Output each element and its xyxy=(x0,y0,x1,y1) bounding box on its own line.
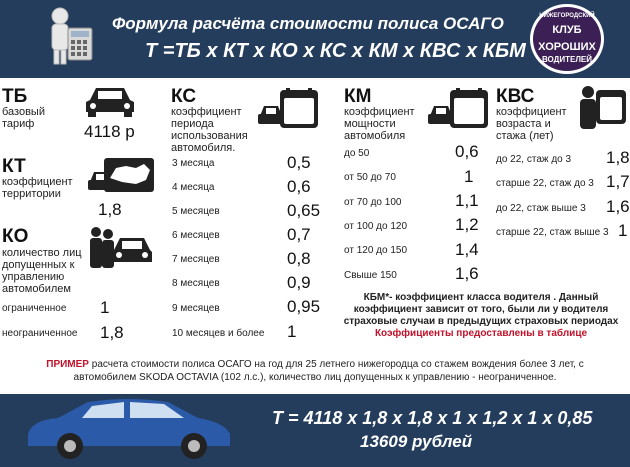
kvs-row-value: 1,8 xyxy=(606,148,630,167)
kvs-row-value: 1 xyxy=(618,221,628,240)
ks-row-label: 8 месяцев xyxy=(172,278,220,289)
result-formula: Т = 4118 х 1,8 х 1,8 х 1 х 1,2 х 1 х 0,85 xyxy=(272,408,593,428)
ko-row-value: 1,8 xyxy=(100,323,124,342)
ks-row-label: 7 месяцев xyxy=(172,254,220,265)
ko-desc: количество лиц допущенных к управлению автомобилем xyxy=(2,247,82,295)
km-row-value: 1,1 xyxy=(455,191,479,210)
ks-row-value: 0,95 xyxy=(287,297,321,316)
ks-title: КС xyxy=(171,86,197,107)
ks-row-label: 5 месяцев xyxy=(172,206,220,217)
ks-row-label: 6 месяцев xyxy=(172,230,220,241)
header-banner xyxy=(0,0,630,78)
skoda-car-image xyxy=(18,390,238,464)
ks-desc: коэффициент периода использования автомобиля. xyxy=(171,106,248,154)
ks-row-label: 4 месяца xyxy=(172,182,215,193)
ko-row-label: ограниченное xyxy=(2,303,67,314)
km-row-value: 1,4 xyxy=(455,240,479,259)
kbm-note-line: КБМ*- коэффициент класса водителя . Данный xyxy=(363,292,599,303)
page-title: Формула расчёта стоимости полиса ОСАГО xyxy=(112,14,504,33)
main-formula: Т =ТБ х КТ х КО х КС х КМ х КВС х КБМ xyxy=(145,40,526,62)
kbm-note-red: Коэффициенты предоставлены в таблице xyxy=(374,328,588,339)
kt-desc: коэффициент территории xyxy=(2,176,73,200)
kbm-note xyxy=(334,292,628,340)
kt-title: КТ xyxy=(2,156,26,177)
club-logo-line1: КЛУБ xyxy=(552,24,582,36)
ko-title: КО xyxy=(2,226,29,247)
km-row-label: от 120 до 150 xyxy=(344,245,408,256)
driver-calendar-icon xyxy=(576,84,628,130)
kvs-title: КВС xyxy=(496,86,535,107)
tb-desc: базовый тариф xyxy=(2,106,45,130)
kbm-note-line: коэффициент зависит от того, были ли у водителя xyxy=(353,304,609,315)
ks-row-label: 9 месяцев xyxy=(172,303,220,314)
km-row-value: 1,6 xyxy=(455,264,479,283)
example-label: ПРИМЕР xyxy=(46,359,89,370)
ks-row-value: 0,9 xyxy=(287,273,311,292)
kvs-row-value: 1,6 xyxy=(606,197,630,216)
km-title: КМ xyxy=(344,86,372,107)
car-with-map-icon xyxy=(86,152,156,198)
km-desc: коэффициент мощности автомобиля xyxy=(344,106,415,142)
kvs-row-label: старше 22, стаж выше 3 xyxy=(496,227,609,238)
car-engine-icon xyxy=(428,86,490,132)
kvs-desc: коэффициент возраста и стажа (лет) xyxy=(496,106,567,142)
ko-row-label: неограниченное xyxy=(2,328,78,339)
ks-row-label: 3 месяца xyxy=(172,158,215,169)
club-logo-line3: ВОДИТЕЛЕЙ xyxy=(541,55,593,64)
car-front-icon xyxy=(84,84,136,118)
club-logo-top: НИЖЕГОРОДСКИЙ xyxy=(539,13,595,19)
ko-row-value: 1 xyxy=(100,298,110,317)
kt-value: 1,8 xyxy=(98,200,122,219)
tb-title: ТБ xyxy=(2,86,28,107)
tb-value: 4118 р xyxy=(84,122,135,141)
ks-row-value: 0,7 xyxy=(287,225,311,244)
club-logo xyxy=(530,4,604,74)
result-total: 13609 рублей xyxy=(360,432,473,451)
example-line2: автомобилем SKODA OCTAVIA (102 л.с.), количество лиц допущенных к управлению - неограниченное. xyxy=(73,372,557,383)
km-row-label: до 50 xyxy=(344,148,370,159)
example-text xyxy=(10,358,620,384)
km-row-value: 1 xyxy=(464,167,474,186)
km-row-label: от 100 до 120 xyxy=(344,221,408,232)
ks-row-value: 1 xyxy=(287,322,297,341)
ks-row-value: 0,8 xyxy=(287,249,311,268)
km-row-value: 1,2 xyxy=(455,215,479,234)
km-row-value: 0,6 xyxy=(455,142,479,161)
kvs-row-label: старше 22, стаж до 3 xyxy=(496,178,594,189)
km-row-label: от 70 до 100 xyxy=(344,197,402,208)
kvs-row-label: до 22, стаж до 3 xyxy=(496,154,572,165)
ks-row-value: 0,6 xyxy=(287,177,311,196)
km-row-label: Свыше 150 xyxy=(344,270,397,281)
ks-row-value: 0,65 xyxy=(287,201,321,220)
ks-row-label: 10 месяцев и более xyxy=(172,328,265,339)
people-car-icon xyxy=(86,224,154,270)
ks-row-value: 0,5 xyxy=(287,153,311,172)
kvs-row-value: 1,7 xyxy=(606,172,630,191)
kbm-note-line: страховые случаи в предыдущих страховых периодах xyxy=(343,316,619,327)
club-logo-line2: ХОРОШИХ xyxy=(538,41,596,53)
car-calendar-icon xyxy=(258,86,320,132)
kvs-row-label: до 22, стаж выше 3 xyxy=(496,203,586,214)
example-line1: расчета стоимости полиса ОСАГО на год для 25 летнего нижегородца со стажем вождения более 3 лет, с xyxy=(88,359,584,370)
km-row-label: от 50 до 70 xyxy=(344,172,396,183)
calculator-figure-icon xyxy=(46,6,96,68)
